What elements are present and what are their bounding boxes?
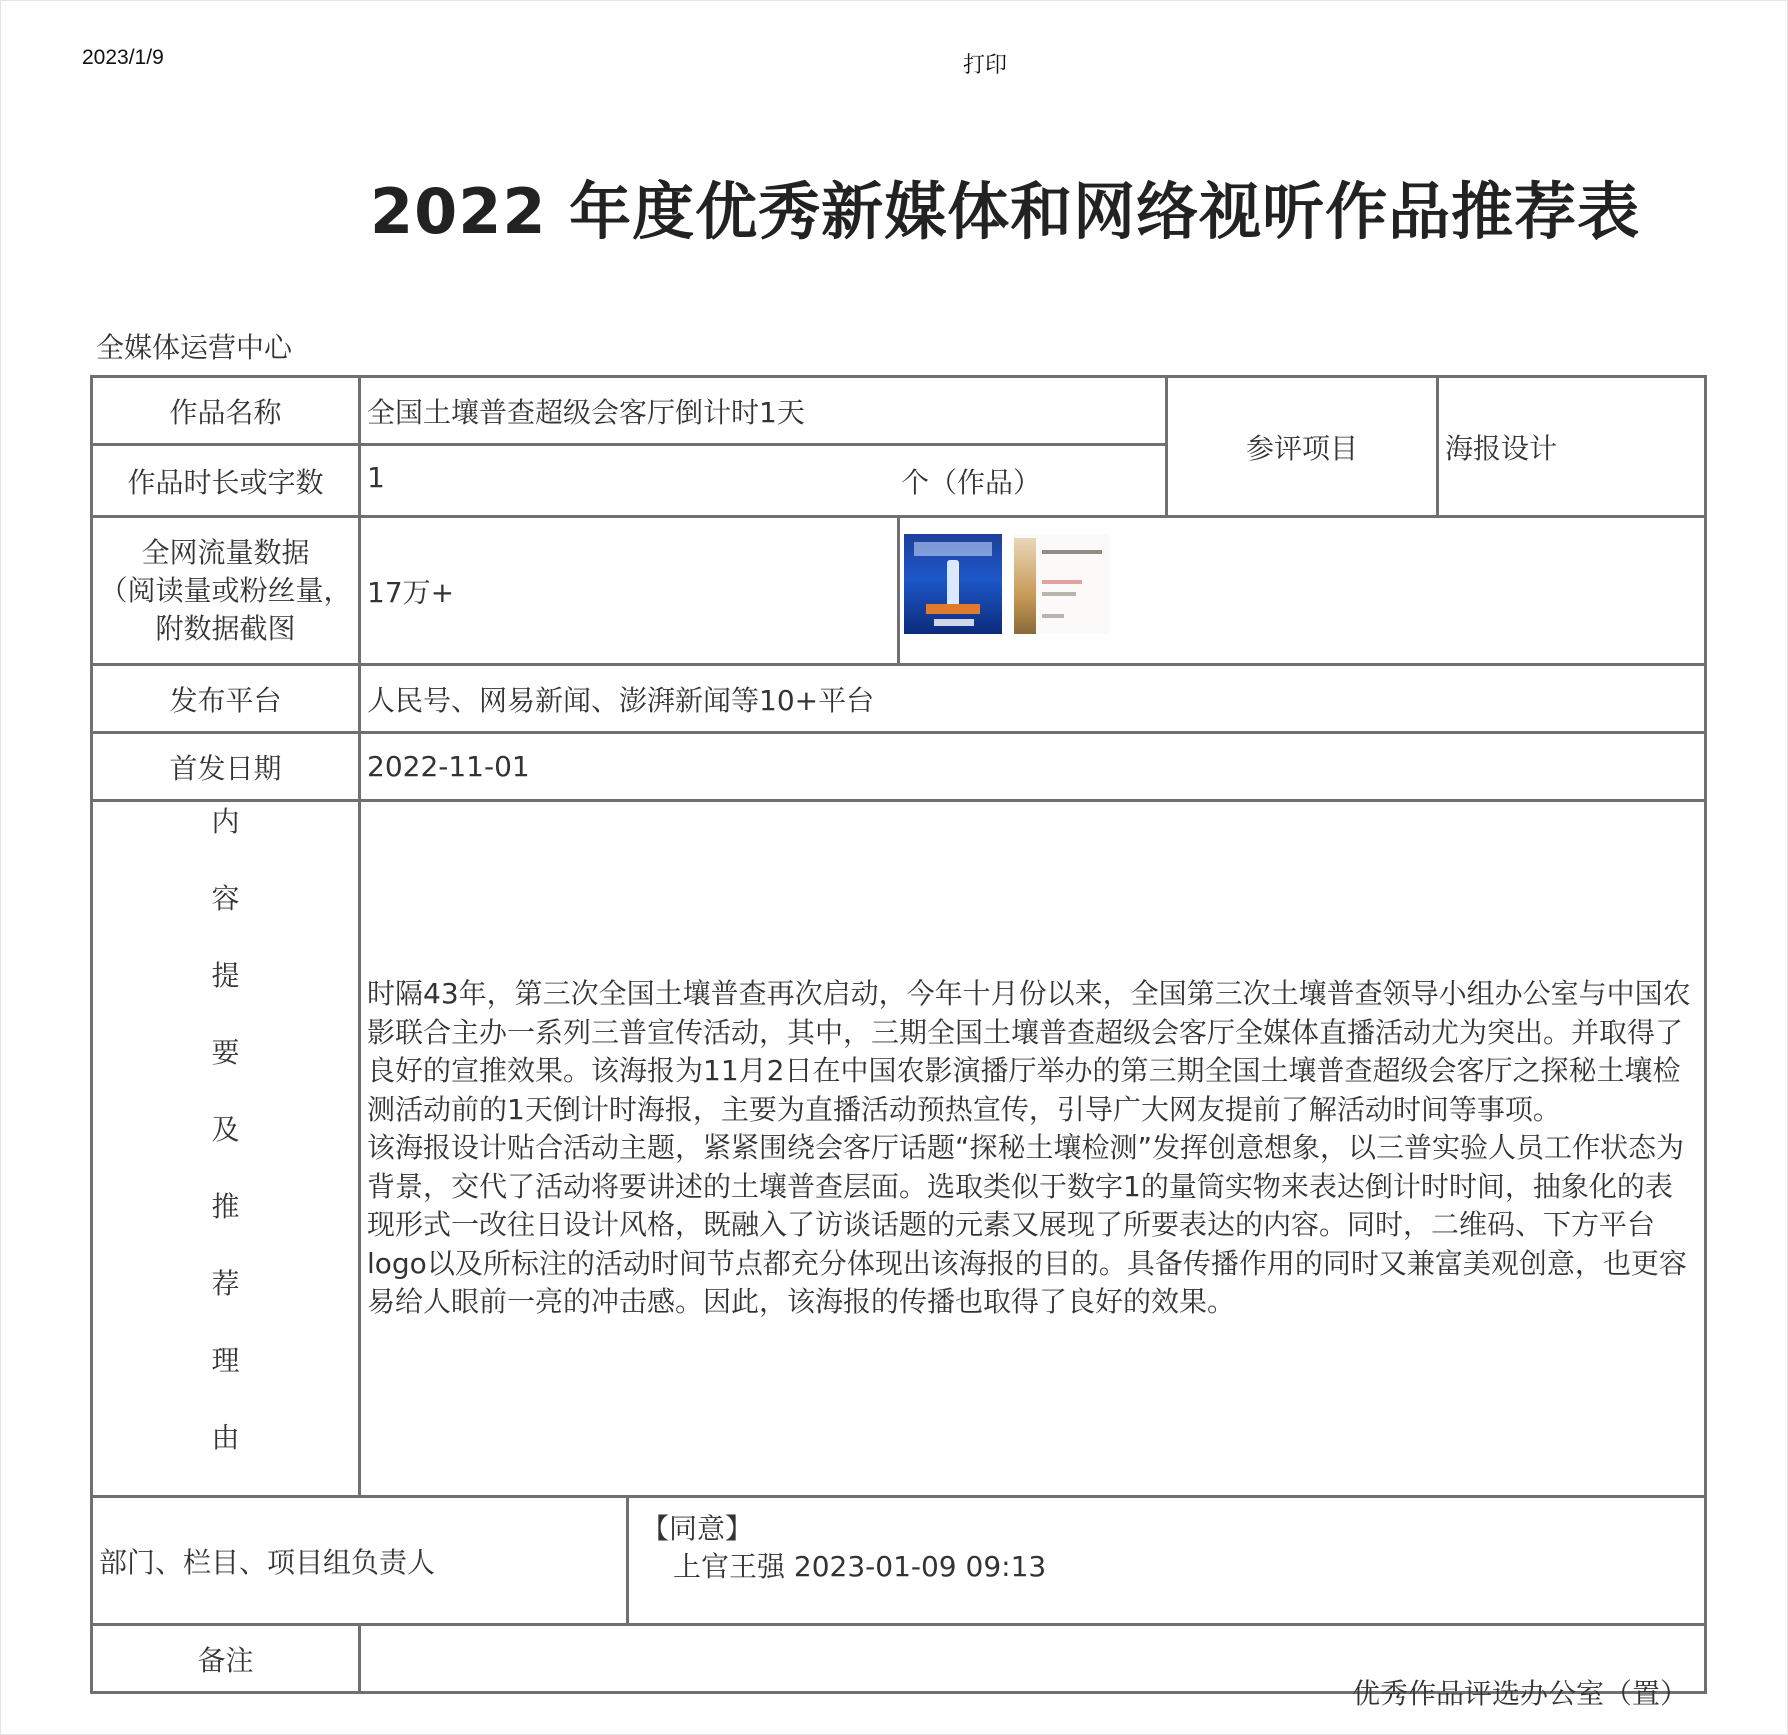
reason-paragraph: 该海报设计贴合活动主题，紧紧围绕会客厅话题“探秘土壤检测”发挥创意想象，以三普实验人员工作状态为背景，交代了活动将要讲述的土壤普查层面。选取类似于数字1的量筒实物来表达倒计时时间，抽象化的表现形式一改往日设计风格，既融入了访谈话题的元素又展现了所要表达的内容。同时，二维码、下方平台logo以及所标注的活动时间节点都充分体现出该海报的目的。具备传播作用的同时又兼富美观创意，也更容易给人眼前一亮的冲击感。因此，该海报的传播也取得了良好的效果。 — [367, 1131, 1687, 1319]
reason-label-char: 要 — [211, 1036, 240, 1069]
reason-label-char: 提 — [211, 959, 240, 992]
traffic-label-line: （阅读量或粉丝量， — [99, 573, 352, 607]
row-responsible — [92, 1497, 1706, 1625]
reason-label-char: 推 — [211, 1190, 240, 1223]
print-date: 2023/1/9 — [82, 46, 164, 69]
footer-office: 优秀作品评选办公室（置） — [1351, 1677, 1688, 1710]
recommendation-form — [90, 375, 1707, 1694]
department-name: 全媒体运营中心 — [96, 331, 293, 364]
responsible-label: 部门、栏目、项目组负责人 — [92, 1497, 628, 1625]
reason-label-char: 由 — [211, 1421, 240, 1454]
reason-label-char: 内 — [211, 805, 240, 838]
remarks-label: 备注 — [92, 1625, 360, 1693]
reason-paragraph: 时隔43年，第三次全国土壤普查再次启动，今年十月份以来，全国第三次土壤普查领导小组办公室与中国农影联合主办一系列三普宣传活动，其中，三期全国土壤普查超级会客厅全媒体直播活动尤为突出。并取得了良好的宣推效果。该海报为11月2日在中国农影演播厅举办的第三期全国土壤普查超级会客厅之探秘土壤检测活动前的1天倒计时海报，主要为直播活动预热宣传，引导广大网友提前了解活动时间等事项。 — [367, 977, 1691, 1126]
traffic-screenshots — [899, 517, 1706, 665]
platform-value: 人民号、网易新闻、澎湃新闻等10+平台 — [360, 665, 1706, 733]
traffic-label-line: 全网流量数据 — [141, 535, 310, 569]
length-unit: 个（作品） — [901, 465, 1042, 499]
print-label: 打印 — [963, 53, 1008, 78]
traffic-label-line: 附数据截图 — [155, 611, 296, 645]
row-reason — [92, 801, 1706, 1497]
work-name-value: 全国土壤普查超级会客厅倒计时1天 — [360, 377, 1167, 445]
length-label: 作品时长或字数 — [92, 445, 360, 517]
row-platform — [92, 665, 1706, 733]
row-traffic — [92, 517, 1706, 665]
first-date-label: 首发日期 — [92, 733, 360, 801]
page-title: 2022 年度优秀新媒体和网络视听作品推荐表 — [370, 175, 1641, 248]
reason-label-char: 理 — [211, 1344, 240, 1377]
approval-status: 【同意】 — [641, 1512, 754, 1545]
length-cell — [360, 445, 1167, 517]
reason-label-char: 容 — [211, 882, 240, 915]
traffic-label — [92, 517, 360, 665]
first-date-value: 2022-11-01 — [360, 733, 1706, 801]
platform-label: 发布平台 — [92, 665, 360, 733]
reason-label — [92, 801, 360, 1497]
poster-thumbnail[interactable] — [904, 534, 1002, 634]
reason-label-char: 及 — [211, 1113, 240, 1146]
traffic-value: 17万+ — [360, 517, 899, 665]
evaluation-item-value: 海报设计 — [1438, 377, 1706, 517]
responsible-approval — [628, 1497, 1706, 1625]
length-value: 1 — [367, 460, 385, 494]
data-screenshot-thumbnail[interactable] — [1014, 534, 1110, 634]
row-first-date — [92, 733, 1706, 801]
approval-signature: 上官王强 2023-01-09 09:13 — [673, 1550, 1047, 1583]
reason-label-char: 荐 — [211, 1267, 240, 1300]
reason-text — [360, 801, 1706, 1497]
row-work-name — [92, 377, 1706, 445]
work-name-label: 作品名称 — [92, 377, 360, 445]
evaluation-item-label: 参评项目 — [1167, 377, 1438, 517]
